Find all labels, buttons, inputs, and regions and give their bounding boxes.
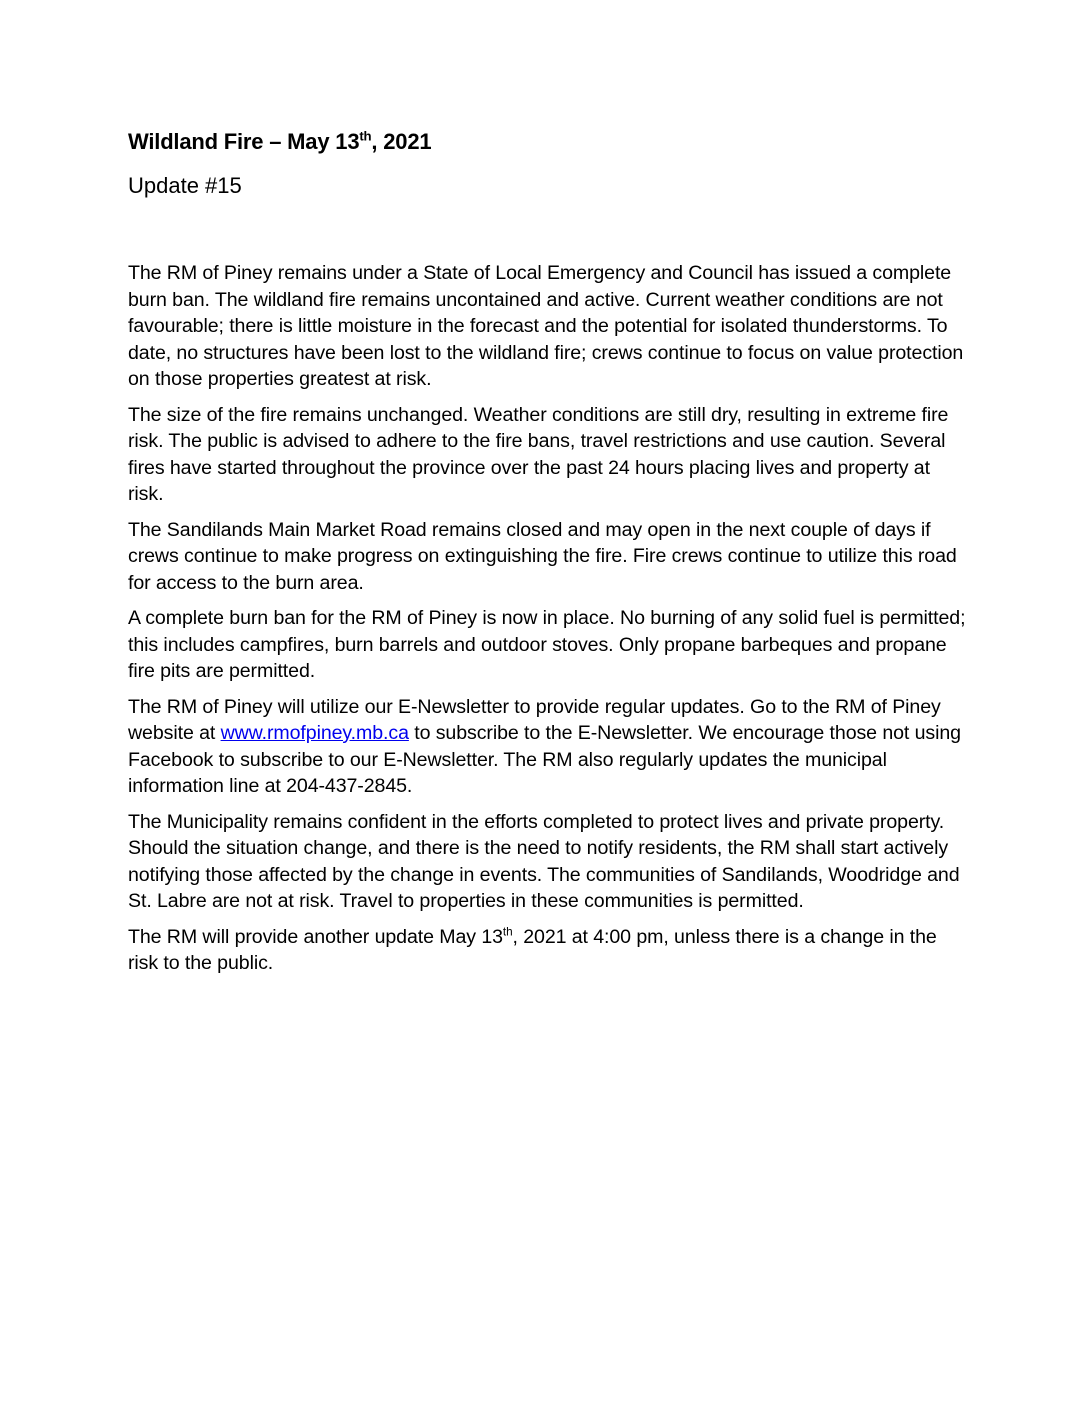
document-page bbox=[128, 126, 968, 986]
paragraph-newsletter bbox=[128, 694, 968, 800]
title-text: Wildland Fire – May 13 bbox=[128, 129, 360, 154]
newsletter-text-after: to subscribe to the E-Newsletter. We encourage those not using Facebook to subscribe to our E-Newsletter. The RM also regularly updates the municipal information line at 204-437-2845. bbox=[128, 722, 961, 797]
paragraph-state-of-emergency: The RM of Piney remains under a State of Local Emergency and Council has issued a complete burn ban. The wildland fire remains uncontained and active. Current weather conditions are not favourable; there is little moisture in the forecast and the potential for isolated thunderstorms. To date, no structures have been lost to the wildland fire; crews continue to focus on value protection on those properties greatest at risk. bbox=[128, 262, 964, 390]
website-link[interactable]: www.rmofpiney.mb.ca bbox=[220, 722, 409, 744]
paragraph-road-closure: The Sandilands Main Market Road remains closed and may open in the next couple of days if crews continue to make progress on extinguishing the fire. Fire crews continue to utilize this road for access to the burn area. bbox=[128, 518, 957, 594]
paragraph-municipality-confidence: The Municipality remains confident in the efforts completed to protect lives and private property. Should the situation change, and there is the need to notify residents, the RM shall start actively notifying those affected by the change in events. The communities of Sandilands, Woodridge and St. Labre are not at risk. Travel to properties in these communities is permitted. bbox=[128, 810, 960, 912]
paragraph-burn-ban: A complete burn ban for the RM of Piney is now in place. No burning of any solid fuel is permitted; this includes campfires, burn barrels and outdoor stoves. Only propane barbeques and propane fire pits are permitted. bbox=[128, 607, 966, 682]
document-title bbox=[128, 126, 968, 158]
paragraph-fire-size: The size of the fire remains unchanged. Weather conditions are still dry, resulting in extreme fire risk. The public is advised to adhere to the fire bans, travel restrictions and use caution. Several fires have started throughout the province over the past 24 hours placing lives and property at risk. bbox=[128, 403, 949, 505]
next-update-superscript: th bbox=[502, 924, 513, 938]
paragraph-next-update bbox=[128, 924, 968, 977]
update-number: Update #15 bbox=[128, 173, 242, 198]
next-update-text-after: , 2021 at 4:00 pm, unless there is a change in the risk to the public. bbox=[128, 925, 937, 974]
document-body bbox=[128, 260, 968, 977]
next-update-text-before: The RM will provide another update May 13 bbox=[128, 925, 503, 948]
title-year: , 2021 bbox=[371, 129, 432, 154]
newsletter-text-before: The RM of Piney will utilize our E-Newsletter to provide regular updates. Go to the RM of Piney website at bbox=[128, 695, 941, 744]
title-superscript: th bbox=[359, 128, 372, 144]
